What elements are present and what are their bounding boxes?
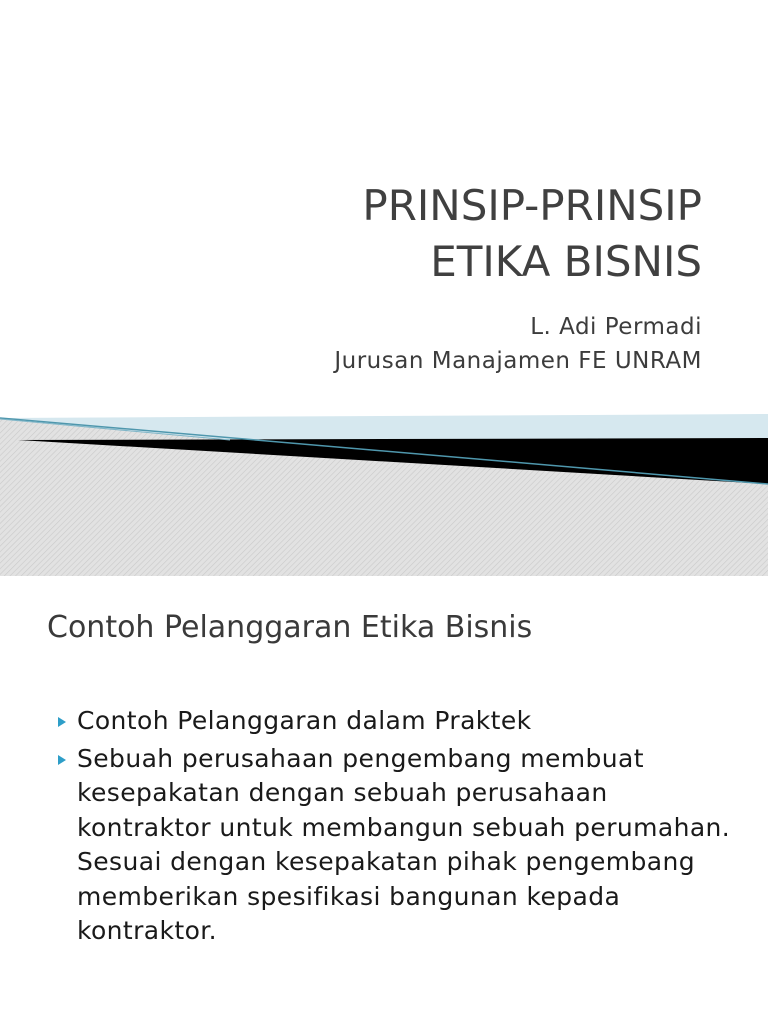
decorative-band-graphic	[0, 410, 768, 576]
slide-title	[362, 178, 702, 290]
bullet-list	[58, 704, 738, 949]
list-item	[58, 742, 738, 949]
bullet-text: Contoh Pelanggaran dalam Praktek	[77, 706, 532, 735]
slide-title-line-1: PRINSIP-PRINSIP	[362, 181, 702, 230]
content-slide	[0, 576, 768, 1024]
author-affiliation: Jurusan Manajamen FE UNRAM	[334, 348, 702, 374]
triangle-bullet-icon	[58, 755, 66, 765]
author-name: L. Adi Permadi	[530, 314, 702, 340]
list-item	[58, 704, 738, 739]
slide-title-line-2: ETIKA BISNIS	[430, 237, 702, 286]
triangle-bullet-icon	[58, 717, 66, 727]
bullet-text: Sebuah perusahaan pengembang membuat kesepakatan dengan sebuah perusahaan kontraktor untuk membangun sebuah perumahan. Sesuai dengan kesepakatan pihak pengembang memberikan spesifikasi bangunan kepada kontraktor.	[77, 743, 731, 945]
content-slide-title: Contoh Pelanggaran Etika Bisnis	[47, 610, 533, 645]
slide-subtitle	[334, 310, 702, 378]
